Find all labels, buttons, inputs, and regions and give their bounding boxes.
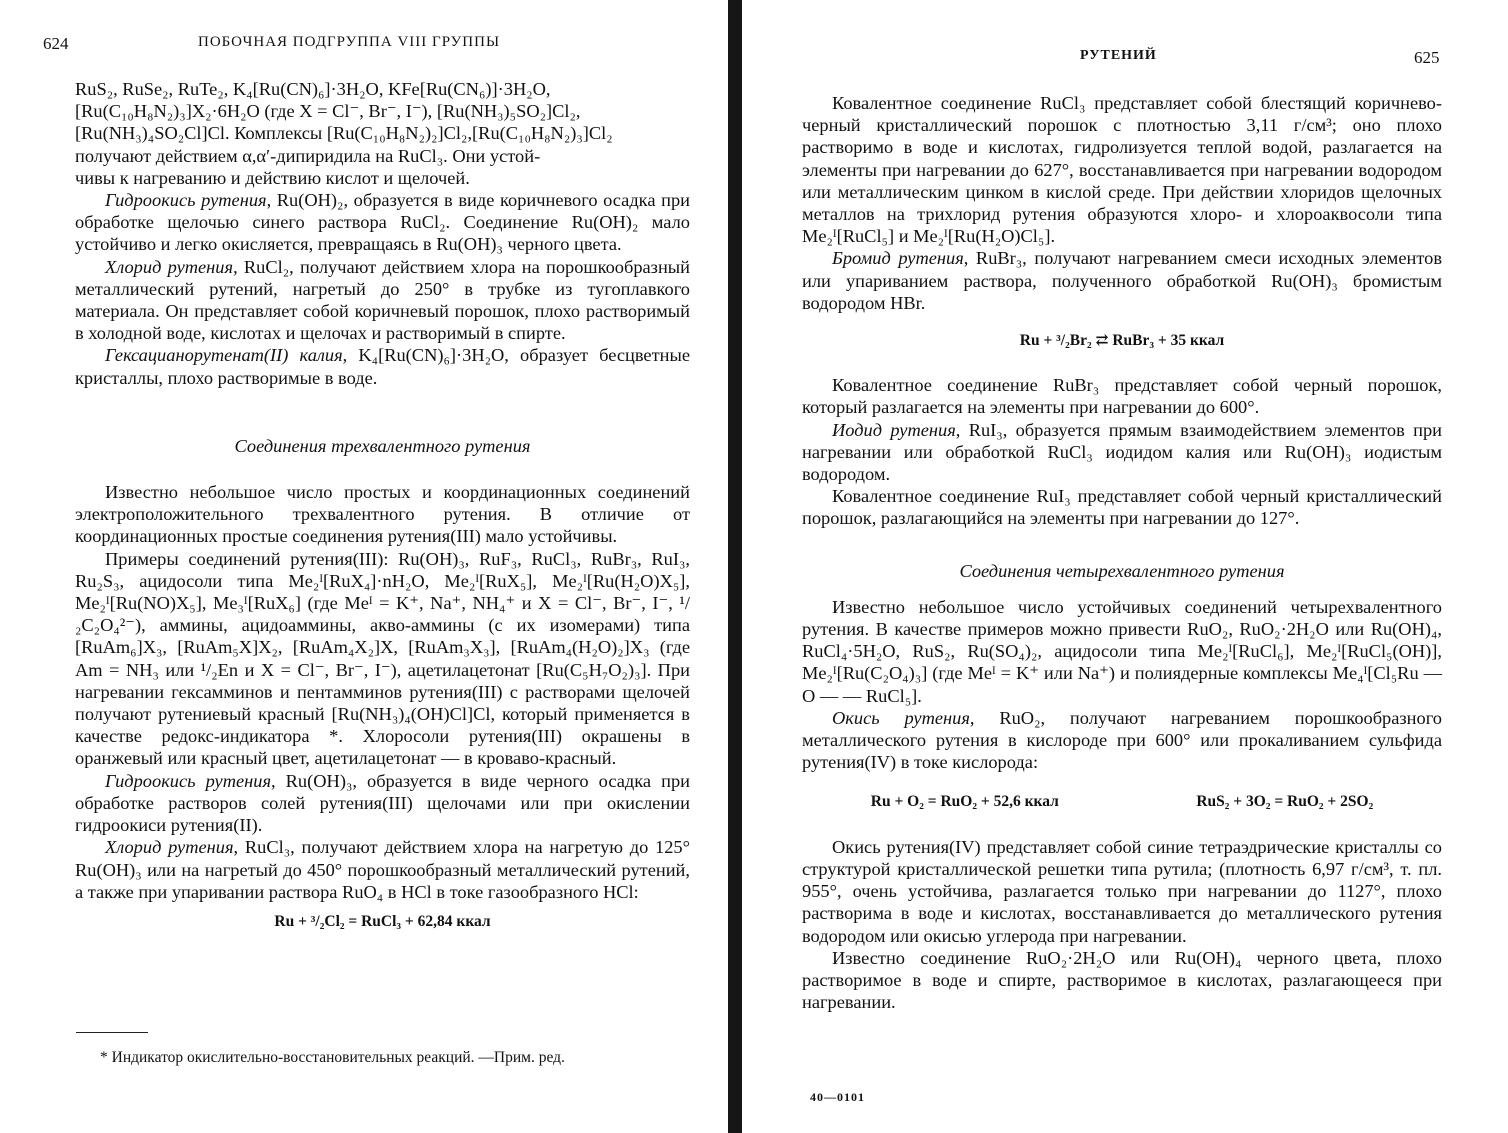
right-page [742, 0, 1508, 1133]
paragraph-title: Гидроокись рутения [105, 190, 267, 211]
left-line-5: чивы к нагреванию и действию кислот и щелочей. [75, 167, 470, 188]
paragraph-text: , RuI₃, образуется прямым взаимодействием элементов при нагревании или обработкой RuCl₃ иодидом калия или Ru(OH)₃ иодистым водородом. [802, 419, 1442, 485]
paragraph-text: , Ru(OH)₃, образуется в виде черного осадка при обработке растворов солей рутения(III) щелочами или при окислении гидроокиси рутения(II). [75, 770, 690, 836]
right-paragraph-iodide [802, 419, 1442, 486]
right-running-head: РУТЕНИЙ [1080, 48, 1157, 63]
right-equation-bromide: Ru + ³/₂Br₂ ⇄ RuBr₃ + 35 ккал [1019, 332, 1225, 350]
left-paragraph-chloride-ii [75, 256, 690, 345]
left-paragraph-chloride-iii [75, 836, 690, 903]
right-paragraph-bromide [802, 247, 1442, 314]
left-section-title: Соединения трехвалентного рутения [234, 435, 531, 456]
left-page-number: 624 [43, 34, 69, 53]
paragraph-title: Иодид рутения [832, 419, 956, 440]
left-page [0, 0, 728, 1133]
right-paragraph-rubr3: Ковалентное соединение RuBr₃ представляет собой черный порошок, который разлагается на элементы при нагревании до 600°. [802, 375, 1442, 418]
right-paragraph-oxide-properties: Окись рутения(IV) представляет собой синие тетраэдрические кристаллы со структурой кристаллической решетки типа рутила; (плотность 6,97 г/см³, т. пл. 955°, очень устойчива, разлагается только при нагревании до 1127°, плохо растворима в воде и кислотах, восстанавливается до металлического рутения водородом или окисью углерода при нагревании. [802, 836, 1442, 946]
right-text-column [802, 92, 1442, 1013]
right-paragraph-rucl3: Ковалентное соединение RuCl₃ представляет собой блестящий коричнево-черный кристаллический порошок с плотностью 3,11 г/см³; оно плохо растворимо в воде и кислотах, гидролизуется теплой водой, разлагается на элементы при нагревании до 627°, восстанавливается при нагревании водородом или металлическим цинком в кислой среде. При действии хлоридов щелочных металлов на трихлорид рутения образуются хлоро- и хлороаквосоли типа Me₂ᴵ[RuCl₅] и Me₂ᴵ[Ru(H₂O)Cl₅]. [802, 93, 1442, 247]
right-paragraph-intro-iv: Известно небольшое число устойчивых соединений четырехвалентного рутения. В качестве примеров можно привести RuO₂, RuO₂·2H₂O или Ru(OH)₄, RuCl₄·5H₂O, RuS₂, Ru(SO₄)₂, ацидосоли типа Me₂ᴵ[RuCl₆], Me₂ᴵ[RuCl₅(OH)], Me₂ᴵ[Ru(C₂O₄)₃] (где Meᴵ = K⁺ или Na⁺) и полиядерные комплексы Me₄ᴵ[Cl₅Ru — O — — RuCl₅]. [802, 596, 1442, 706]
right-paragraph-oxide [802, 707, 1442, 774]
paragraph-text: , RuCl₂, получают действием хлора на порошкообразный металлический рутений, нагретый до 250° в трубке из тугоплавкого материала. Он представляет собой коричневый порошок, плохо растворимый в холодной воде, кислотах и щелочах и растворимый в спирте. [75, 256, 690, 344]
right-paragraph-rui3: Ковалентное соединение RuI₃ представляет собой черный кристаллический порошок, разлагающийся на элементы при нагревании до 127°. [802, 486, 1442, 529]
left-text-column [75, 78, 690, 933]
footnote-rule [76, 1032, 148, 1033]
paragraph-title: Бромид рутения [832, 248, 964, 269]
printer-signature: 40—0101 [810, 1090, 865, 1104]
right-equation-oxide-a: Ru + O₂ = RuO₂ + 52,6 ккал [870, 793, 1059, 811]
paragraph-title: Хлорид рутения [105, 256, 234, 277]
paragraph-title: Гидроокись рутения [105, 770, 272, 791]
left-line-3: [Ru(NH₃)₄SO₂Cl]Cl. Комплексы [Ru(C₁₀H₈N₂)₂]Cl₂,[Ru(C₁₀H₈N₂)₃]Cl₂ [75, 123, 613, 144]
right-section-title: Соединения четырехвалентного рутения [959, 560, 1285, 581]
left-paragraph-hydroxide-ii [75, 189, 690, 256]
right-paragraph-hydrate: Известно соединение RuO₂·2H₂O или Ru(OH)₄ черного цвета, плохо растворимое в воде и спирте, растворимое в кислотах, разлагающееся при нагревании. [802, 947, 1442, 1013]
left-line-4: получают действием α,α′-дипиридила на RuCl₃. Они устой- [75, 145, 541, 166]
paragraph-text: , K₄[Ru(CN)₆]·3H₂O, образует бесцветные кристаллы, плохо растворимые в воде. [75, 345, 690, 388]
left-paragraph-hexacyanoruthenate [75, 344, 690, 388]
left-line-1: RuS₂, RuSe₂, RuTe₂, K₄[Ru(CN)₆]·3H₂O, KFe[Ru(CN₆)]·3H₂O, [75, 79, 551, 99]
paragraph-text: , RuBr₃, получают нагреванием смеси исходных элементов или упариванием раствора, полученного обработкой Ru(OH)₃ бромистым водородом HBr. [802, 248, 1443, 313]
left-paragraph-examples-iii: Примеры соединений рутения(III): Ru(OH)₃, RuF₃, RuCl₃, RuBr₃, RuI₃, Ru₂S₃, ацидосоли типа Me₂ᴵ[RuX₄]·nH₂O, Me₂ᴵ[RuX₅], Me₂ᴵ[Ru(H₂O)X₅], Me₂ᴵ[Ru(NO)X₅], Me₃ᴵ[RuX₆] (где Meᴵ = K⁺, Na⁺, NH₄⁺ и X = Cl⁻, Br⁻, I⁻, ¹/₂C₂O₄²⁻), аммины, ацидоаммины, акво-аммины (с их изомерами) типа [RuAm₆]X₃, [RuAm₅X]X₂, [RuAm₄X₂]X, [RuAm₃X₃], [RuAm₄(H₂O)₂]X₃ (где Am = NH₃ или ¹/₂En и X = Cl⁻, Br⁻, I⁻), ацетилацетонат [Ru(C₅H₇O₂)₃]. При нагревании гексамминов и пентамминов рутения(III) с растворами щелочей получают рутениевый красный [Ru(NH₃)₄(OH)Cl]Cl, который применяется в качестве редокс-индикатора *. Хлоросоли рутения(III) окрашены в оранжевый или красный цвет, ацетилацетонат — в кроваво-красный. [75, 548, 690, 769]
left-paragraph-hydroxide-iii [75, 770, 690, 837]
paragraph-title: Окись рутения [832, 707, 970, 728]
right-equation-oxide-b: RuS₂ + 3O₂ = RuO₂ + 2SO₂ [1196, 793, 1374, 811]
left-equation: Ru + ³/₂Cl₂ = RuCl₃ + 62,84 ккал [274, 912, 491, 930]
paragraph-text: , RuO₂, получают нагреванием порошкообразного металлического рутения в кислороде при 600° или прокаливанием сульфида рутения(IV) в токе кислорода: [802, 707, 1443, 773]
left-line-2: [Ru(C₁₀H₈N₂)₃]X₂·6H₂O (где X = Cl⁻, Br⁻, I⁻), [Ru(NH₃)₅SO₂]Cl₂, [75, 101, 581, 122]
left-running-head: ПОБОЧНАЯ ПОДГРУППА VIII ГРУППЫ [198, 34, 501, 50]
paragraph-title: Хлорид рутения [105, 837, 234, 858]
paragraph-text: , RuCl₃, получают действием хлора на нагретую до 125° Ru(OH)₃ или на нагретый до 450° порошкообразный металлический рутений, а также при упаривании раствора RuO₄ в HCl в токе газообразного HCl: [75, 837, 690, 902]
book-gutter [728, 0, 742, 1133]
right-equation-row [802, 791, 1442, 813]
footnote: * Индикатор окислительно-восстановительных реакций. —Прим. ред. [100, 1049, 565, 1066]
left-paragraph-intro-iii: Известно небольшое число простых и координационных соединений электроположительного трехвалентного рутения. В отличие от координационных простые соединения рутения(III) мало устойчивы. [75, 482, 690, 547]
paragraph-text: , Ru(OH)₂, образуется в виде коричневого осадка при обработке щелочью синего раствора RuCl₂. Соединение Ru(OH)₂ мало устойчиво и легко окисляется, превращаясь в Ru(OH)₃ черного цвета. [75, 190, 690, 255]
right-page-number: 625 [1414, 48, 1440, 67]
paragraph-title: Гексацианорутенат(II) калия [105, 345, 343, 366]
